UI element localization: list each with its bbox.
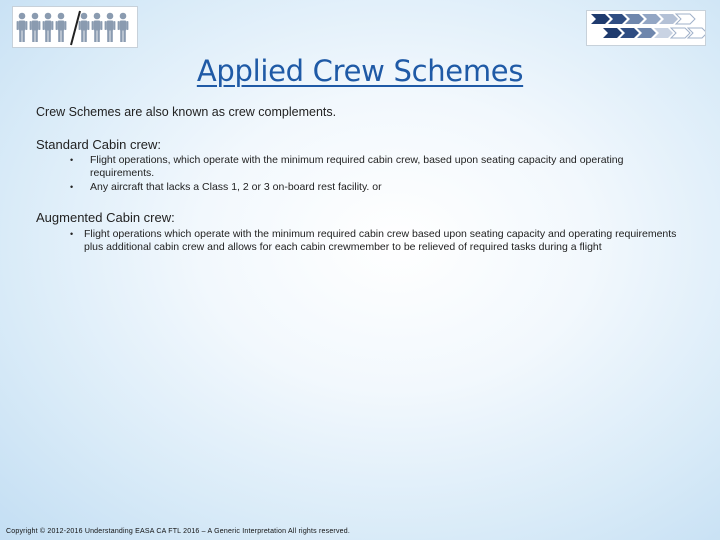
list-item-text: Flight operations which operate with the minimum required cabin crew based upon seating capacity and operating requirements plus additional cabin crew and allows for each cabin crewmember to be relieved of required tasks during a flight [84, 228, 677, 253]
slide-title-text: Applied Crew Schemes [196, 54, 524, 88]
list-item-text: Any aircraft that lacks a Class 1, 2 or 3 on-board rest facility. or [90, 181, 382, 193]
bullet-icon: • [70, 155, 74, 165]
augmented-cabin-crew-heading: Augmented Cabin crew: [36, 210, 175, 225]
standard-cabin-crew-heading: Standard Cabin crew: [36, 137, 162, 152]
crew-figures-logo-icon [12, 6, 138, 48]
standard-cabin-crew-list [70, 154, 670, 194]
chevron-arrows-logo-icon [586, 10, 706, 46]
list-item [70, 154, 670, 179]
copyright-footer: Copyright © 2012-2016 Understanding EASA CA FTL 2016 – A Generic Interpretation All rights reserved. [6, 528, 350, 535]
list-item [70, 181, 670, 194]
slide-title [0, 52, 720, 89]
bullet-icon: • [70, 229, 74, 239]
augmented-cabin-crew-list [70, 228, 684, 253]
bullet-icon: • [70, 182, 74, 192]
intro-text: Crew Schemes are also known as crew complements. [36, 105, 337, 119]
list-item-text: Flight operations, which operate with the minimum required cabin crew, based upon seating capacity and operating requirements. [90, 154, 624, 179]
list-item [70, 228, 684, 253]
